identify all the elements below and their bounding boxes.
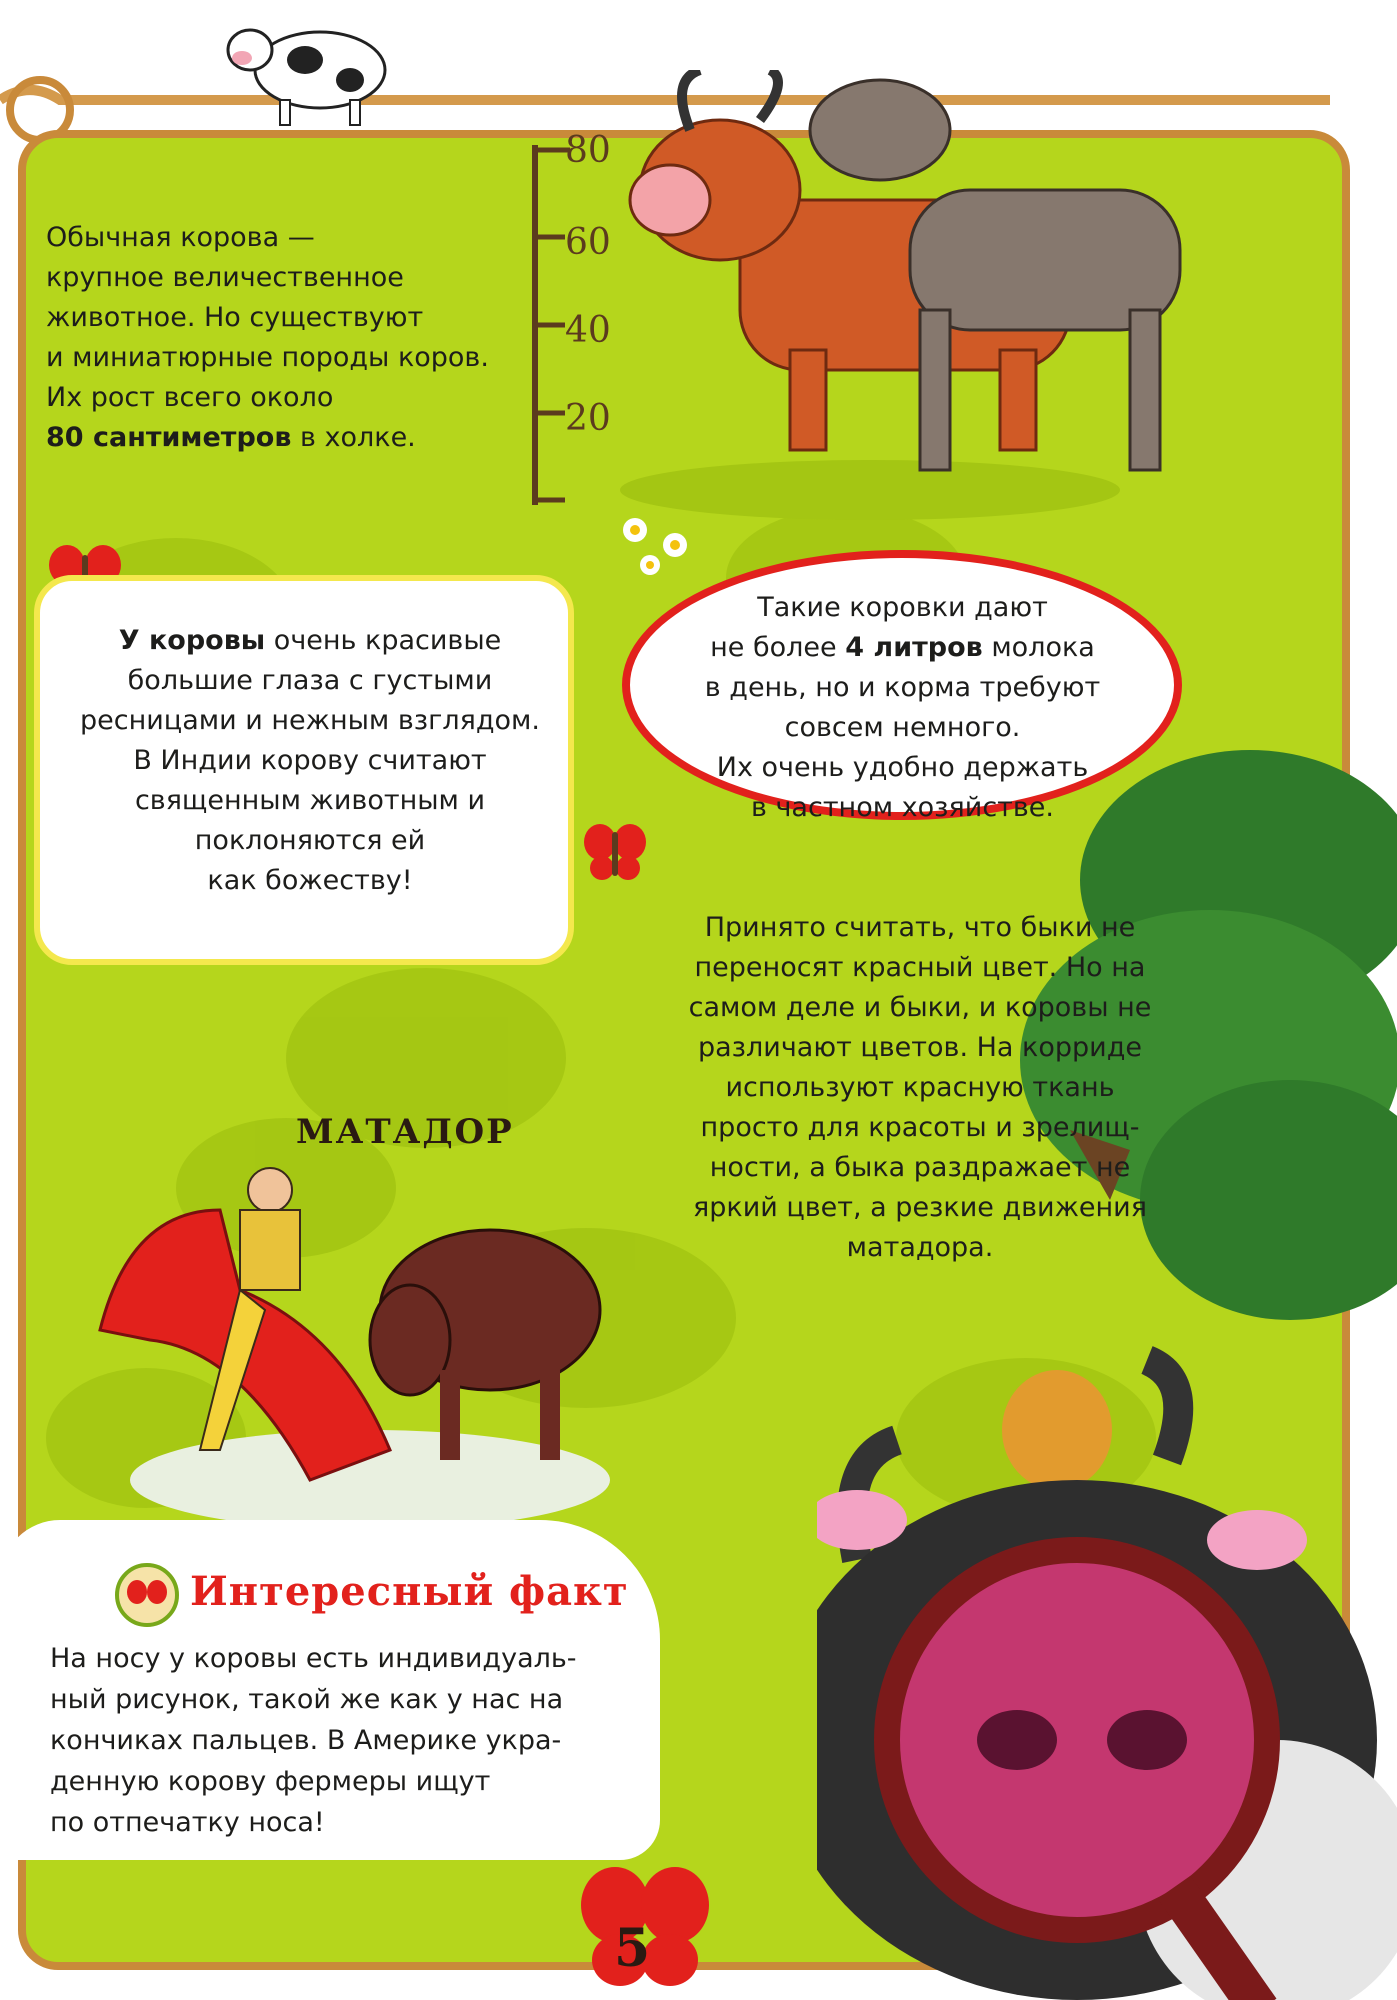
cow-and-dog-illustration: [610, 70, 1370, 530]
eyes-line: большие глаза с густыми: [127, 665, 493, 696]
fact-line: денную корову фермеры ищут: [50, 1766, 491, 1797]
bulls-line: матадора.: [846, 1232, 994, 1263]
fact-line: ный рисунок, такой же как у нас на: [50, 1684, 564, 1715]
page-number: 5: [614, 1918, 651, 1979]
intro-line: Обычная корова —: [46, 222, 315, 253]
intro-line: и миниатюрные породы коров.: [46, 342, 489, 373]
ruler-mark-20: 20: [565, 398, 611, 439]
fact-text: [50, 1638, 610, 1843]
apple-butterfly-icon: [112, 1560, 182, 1630]
matador-label: МАТАДОР: [296, 1112, 514, 1152]
intro-bold-height: 80 сантиметров: [46, 422, 292, 453]
matador-and-bull-illustration: [90, 1150, 610, 1530]
bulls-line: переносят красный цвет. Но на: [694, 952, 1146, 983]
intro-line: [46, 418, 516, 458]
bulls-line: ности, а быка раздражает не: [709, 1152, 1131, 1183]
ruler-mark-40: 40: [565, 310, 611, 351]
intro-line: животное. Но существуют: [46, 302, 424, 333]
milk-bold: 4 литров: [845, 632, 983, 663]
flower-icon: [615, 510, 705, 580]
milk-line: Их очень удобно держать: [716, 752, 1089, 783]
bulls-line: яркий цвет, а резкие движения: [693, 1192, 1147, 1223]
milk-line: в день, но и корма требуют: [704, 672, 1101, 703]
intro-line: крупное величественное: [46, 262, 404, 293]
eyes-bold: У коровы: [118, 625, 266, 656]
bulls-line: просто для красоты и зрелищ-: [700, 1112, 1140, 1143]
milk-line: Такие коровки дают: [757, 592, 1048, 623]
cow-eyes-text: [40, 621, 580, 901]
fact-line: по отпечатку носа!: [50, 1807, 325, 1838]
eyes-text: очень красивые: [265, 625, 502, 656]
milk-line: в частном хозяйстве.: [750, 792, 1054, 823]
eyes-line: В Индии корову считают: [133, 745, 487, 776]
eyes-line: ресницами и нежным взглядом.: [80, 705, 540, 736]
cow-nose-magnifier-illustration: [817, 1320, 1397, 2000]
eyes-line: [40, 621, 580, 661]
butterfly-icon: [580, 820, 650, 890]
intro-paragraph: [46, 218, 516, 458]
bulls-color-paragraph: [660, 908, 1180, 1268]
eyes-line: поклоняются ей: [194, 825, 426, 856]
eyes-line: священным животным и: [134, 785, 486, 816]
bulls-line: самом деле и быки, и коровы не: [688, 992, 1152, 1023]
milk-text: молока: [982, 632, 1095, 663]
fact-title: Интересный факт: [190, 1568, 629, 1615]
ruler-mark-80: 80: [565, 130, 611, 171]
bulls-line: используют красную ткань: [725, 1072, 1115, 1103]
bulls-line: различают цветов. На корриде: [698, 1032, 1142, 1063]
bulls-line: Принято считать, что быки не: [704, 912, 1136, 943]
intro-tail: в холке.: [291, 422, 416, 453]
milk-line: [630, 628, 1175, 668]
fact-line: На носу у коровы есть индивидуаль-: [50, 1643, 577, 1674]
milk-text: не более: [710, 632, 846, 663]
milk-line: совсем немного.: [784, 712, 1021, 743]
eyes-line: как божеству!: [207, 865, 413, 896]
intro-line: Их рост всего около: [46, 382, 334, 413]
ruler-mark-60: 60: [565, 222, 611, 263]
cow-eyes-info-box: [34, 575, 574, 965]
fact-line: кончиках пальцев. В Америке укра-: [50, 1725, 562, 1756]
spotted-cow-illustration: [220, 10, 400, 130]
